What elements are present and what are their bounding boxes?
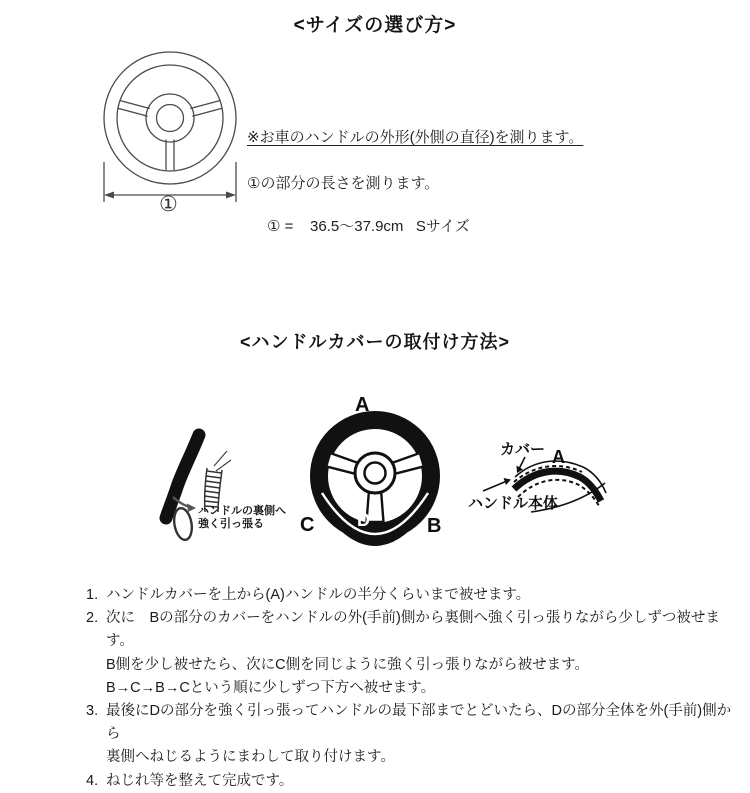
wheel-hub <box>355 453 395 493</box>
step-2 <box>86 607 736 653</box>
step-text: 裏側へねじるようにまわして取り付けます。 <box>106 749 395 766</box>
step-text: ねじれ等を整えて完成です。 <box>106 772 294 789</box>
step-number <box>86 677 106 700</box>
wheel-outer-circle <box>104 52 236 184</box>
measure-note: ※お車のハンドルの外形(外側の直径)を測ります。 <box>247 129 584 146</box>
step-number: 4. <box>86 772 99 789</box>
wheel-hub-circle <box>146 94 194 142</box>
pull-arrowhead <box>187 504 196 513</box>
wheel-label-c: C <box>300 514 315 536</box>
wheel-center-circle <box>157 105 184 132</box>
cross-section-a-label: A <box>552 447 565 467</box>
pull-caption-line2: 強く引っ張る <box>198 518 264 530</box>
measure-instruction: ①の部分の長さを測ります。 <box>247 175 440 192</box>
step-text: ハンドルカバーを上から(A)ハンドルの半分くらいまで被せます。 <box>106 587 531 603</box>
pull-caption <box>198 505 286 531</box>
handle-body-label: ハンドル本体 <box>468 495 559 512</box>
install-section-title: <ハンドルカバーの取付け方法> <box>239 332 511 352</box>
step-1 <box>86 584 736 607</box>
step-number: 2. <box>86 610 99 627</box>
step-number: 3. <box>86 703 99 720</box>
measure-circled-one-label: ① <box>159 193 178 216</box>
step-text: 最後にDの部分を強く引っ張ってハンドルの最下部までとどいたら、Dの部分全体を外(手前)側から <box>106 703 732 743</box>
wheel-label-a: A <box>355 394 370 416</box>
cover-loop <box>172 507 194 541</box>
size-value: ① = 36.5～37.9cm Sサイズ <box>267 218 470 235</box>
step-number <box>86 654 106 677</box>
cover-threads <box>214 451 231 471</box>
step-number <box>86 746 106 769</box>
wheel-label-b: B <box>427 515 442 537</box>
rim-segment <box>166 435 199 518</box>
step-number: 1. <box>86 587 99 603</box>
step-text: 次に Bの部分のカバーをハンドルの外(手前)側から裏側へ強く引っ張りながら少しずつ被せます。 <box>106 610 720 650</box>
step-3 <box>86 700 736 746</box>
cover-label: カバー <box>500 441 546 458</box>
step-4 <box>86 770 736 793</box>
wheel-inner-circle <box>117 65 223 171</box>
body-pointer-line <box>483 481 507 491</box>
step-text: B→C→B→Cという順に少しずつ下方へ被せます。 <box>106 679 436 696</box>
step-text: B側を少し被せたら、次にC側を同じように強く引っ張りながら被せます。 <box>106 656 589 673</box>
size-section-title: <サイズの選び方> <box>293 15 457 36</box>
install-steps <box>86 584 736 793</box>
step-2-continued <box>86 654 736 677</box>
pull-caption-line1: ハンドルの裏側へ <box>198 505 286 517</box>
step-3-continued <box>86 746 736 769</box>
wheel-label-d: D <box>357 510 370 530</box>
step-2-continued <box>86 677 736 700</box>
